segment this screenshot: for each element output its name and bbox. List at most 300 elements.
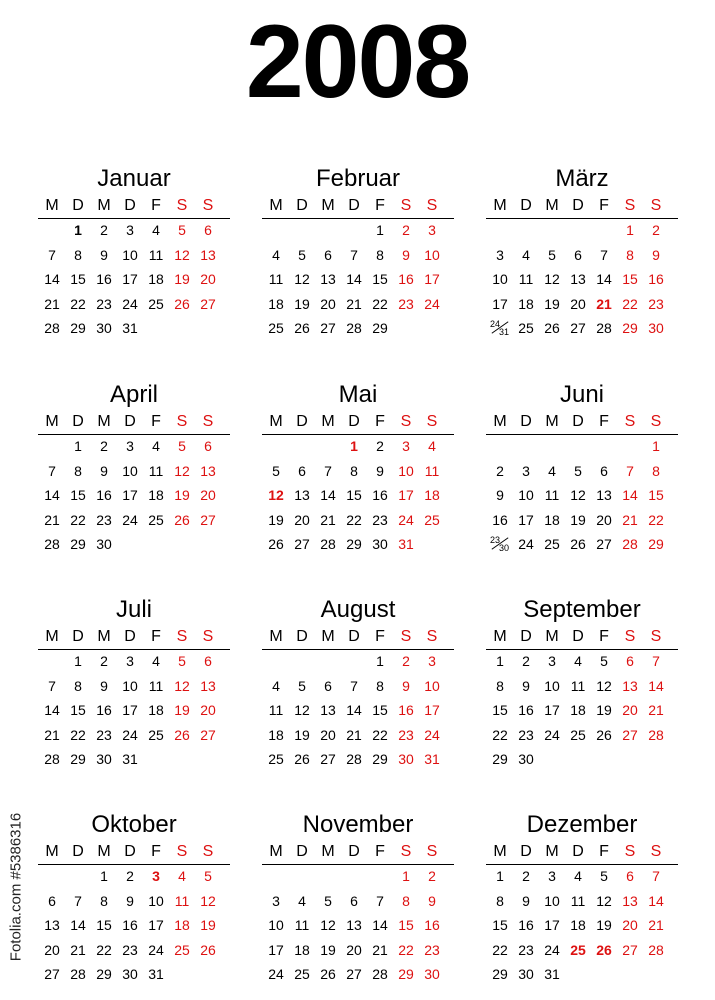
day-cell: 24 <box>268 966 284 982</box>
day-cell: 24 <box>424 295 440 312</box>
day-cell: 5 <box>178 438 186 454</box>
weekday-label: F <box>151 197 161 214</box>
day-cell: 19 <box>174 271 190 287</box>
weekday-header <box>38 625 230 650</box>
day-cell: 16 <box>424 917 440 933</box>
day-cell: 5 <box>272 462 280 479</box>
day-cell: 8 <box>376 677 384 694</box>
day-cell: 12 <box>320 917 336 933</box>
day-cell: 1 <box>100 868 108 884</box>
day-cell: 2 <box>428 868 436 884</box>
day-cell: 16 <box>96 702 112 718</box>
month-november <box>262 810 454 1000</box>
day-cell: 27 <box>200 726 216 743</box>
day-cell: 3 <box>522 462 530 479</box>
day-cell: 29 <box>70 751 86 767</box>
day-cell: 6 <box>600 462 608 479</box>
day-cell: 20 <box>200 487 216 503</box>
day-cell: 30 <box>518 751 534 767</box>
day-cell: 23 <box>96 511 112 528</box>
year-title: 2008 <box>245 4 470 120</box>
day-cell: 25 <box>544 536 560 552</box>
day-cell: 23 <box>122 941 138 958</box>
day-cell: 29 <box>648 536 664 552</box>
day-cell: 17 <box>424 702 440 718</box>
day-cell: 9 <box>522 677 530 694</box>
month-juli <box>38 595 230 785</box>
day-cell: 26 <box>200 941 216 958</box>
day-cell: 9 <box>652 246 660 263</box>
day-cell: 3 <box>126 222 134 238</box>
weekday-header <box>486 410 678 435</box>
day-cell: 30 <box>96 751 112 767</box>
day-cell: 16 <box>648 271 664 287</box>
weekday-label: D <box>72 197 84 214</box>
day-cell: 14 <box>44 702 60 718</box>
weekday-label: S <box>202 628 214 645</box>
weekday-label: D <box>124 197 136 214</box>
day-cell: 18 <box>294 941 310 958</box>
day-cell: 4 <box>522 246 530 263</box>
day-cell: 13 <box>596 487 612 503</box>
day-cell: 2 <box>100 653 108 669</box>
weekday-label: S <box>400 197 412 214</box>
day-cell: 15 <box>622 271 638 287</box>
day-cell: 9 <box>402 246 410 263</box>
weekday-label: F <box>151 628 161 645</box>
day-cell: 27 <box>320 751 336 767</box>
day-cell: 28 <box>320 536 336 552</box>
day-cell: 22 <box>622 295 638 312</box>
day-cell: 8 <box>652 462 660 479</box>
day-cell: 8 <box>100 892 108 909</box>
day-cell: 16 <box>398 702 414 718</box>
day-cell: 12 <box>294 271 310 287</box>
day-cell: 29 <box>492 751 508 767</box>
day-cell: 11 <box>268 702 284 718</box>
day-cell: 7 <box>324 462 332 479</box>
day-cell: 24 <box>122 295 138 312</box>
day-cell: 5 <box>600 868 608 884</box>
day-cell: 10 <box>492 271 508 287</box>
day-cell: 13 <box>200 677 216 694</box>
day-cell: 21 <box>346 295 362 312</box>
day-cell: 21 <box>346 726 362 743</box>
weekday-label: M <box>269 628 283 645</box>
weekday-label: S <box>176 197 188 214</box>
month-name: Juni <box>559 381 605 408</box>
weekday-label: D <box>520 197 532 214</box>
day-cell: 25 <box>570 726 586 743</box>
weekday-label: M <box>97 843 111 860</box>
month-name: April <box>109 381 158 408</box>
day-cell: 15 <box>492 702 508 718</box>
day-cell: 20 <box>200 702 216 718</box>
day-cell: 5 <box>204 868 212 884</box>
day-cell: 8 <box>496 677 504 694</box>
day-cell: 16 <box>96 487 112 503</box>
day-cell: 9 <box>126 892 134 909</box>
day-cell: 6 <box>574 246 582 263</box>
day-cell: 21 <box>372 941 388 958</box>
day-cell: 23 <box>398 726 414 743</box>
day-cell: 3 <box>428 222 436 238</box>
day-cell: 11 <box>148 246 164 263</box>
day-cell: 4 <box>548 462 556 479</box>
day-cell: 31 <box>544 966 560 982</box>
day-cell: 31 <box>148 966 164 982</box>
day-cell: 12 <box>174 677 190 694</box>
day-cell: 26 <box>174 295 190 312</box>
day-cell: 8 <box>496 892 504 909</box>
weekday-label: S <box>400 413 412 430</box>
day-cell: 26 <box>294 751 310 767</box>
weekday-label: S <box>624 197 636 214</box>
month-name: Dezember <box>526 811 638 838</box>
weekday-label: F <box>375 843 385 860</box>
day-cell: 28 <box>44 536 60 552</box>
day-cell: 14 <box>346 702 362 718</box>
day-cell: 18 <box>424 487 440 503</box>
day-cell: 28 <box>648 941 664 958</box>
day-cell: 20 <box>622 917 638 933</box>
weekday-label: S <box>650 197 662 214</box>
month-oktober <box>38 810 230 1000</box>
day-cell: 25 <box>268 751 284 767</box>
day-cell: 10 <box>148 892 164 909</box>
day-cell: 17 <box>122 702 138 718</box>
day-cell: 25 <box>570 941 586 958</box>
day-cell: 2 <box>522 868 530 884</box>
weekday-label: M <box>545 197 559 214</box>
day-cell: 6 <box>204 222 212 238</box>
day-cell: 22 <box>372 295 388 312</box>
day-cell: 8 <box>74 462 82 479</box>
day-cell: 25 <box>294 966 310 982</box>
weekday-label: M <box>45 197 59 214</box>
weekday-label: M <box>321 413 335 430</box>
day-cell: 27 <box>622 941 638 958</box>
day-cell: 18 <box>268 295 284 312</box>
day-cell: 24 <box>544 941 560 958</box>
day-cell: 20 <box>44 941 60 958</box>
day-cell: 2 <box>652 222 660 238</box>
month-juni <box>486 380 678 570</box>
weekday-label: M <box>269 413 283 430</box>
day-cell: 2 <box>376 438 384 454</box>
day-cell: 8 <box>74 677 82 694</box>
weekday-header <box>486 625 678 650</box>
weekday-label: D <box>124 843 136 860</box>
day-cell: 5 <box>298 677 306 694</box>
month-februar <box>262 164 454 354</box>
weekday-label: M <box>97 628 111 645</box>
day-cell: 27 <box>294 536 310 552</box>
day-cell: 30 <box>122 966 138 982</box>
day-cell: 15 <box>492 917 508 933</box>
day-cell: 19 <box>174 487 190 503</box>
month-mai <box>262 380 454 570</box>
day-cell: 12 <box>174 246 190 263</box>
weekday-label: D <box>348 413 360 430</box>
day-cell: 4 <box>152 222 160 238</box>
day-cell: 22 <box>492 941 508 958</box>
day-cell: 11 <box>148 462 164 479</box>
day-cell: 24 <box>122 726 138 743</box>
day-cell-combined <box>487 535 513 553</box>
weekday-header <box>38 194 230 219</box>
day-cell: 22 <box>372 726 388 743</box>
day-cell: 3 <box>272 892 280 909</box>
day-cell: 26 <box>294 320 310 336</box>
day-cell: 4 <box>152 438 160 454</box>
day-cell: 30 <box>648 320 664 336</box>
day-cell: 31 <box>122 320 138 336</box>
weekday-label: D <box>72 628 84 645</box>
weekday-label: S <box>426 197 438 214</box>
weekday-label: F <box>599 843 609 860</box>
day-cell: 29 <box>398 966 414 982</box>
day-cell: 14 <box>346 271 362 287</box>
day-cell: 13 <box>44 917 60 933</box>
weekday-label: F <box>599 197 609 214</box>
day-cell: 28 <box>596 320 612 336</box>
day-cell: 10 <box>122 462 138 479</box>
day-cell: 30 <box>96 536 112 552</box>
day-cell: 28 <box>622 536 638 552</box>
day-cell: 1 <box>350 438 358 454</box>
day-cell: 25 <box>148 511 164 528</box>
day-number: 23 <box>490 535 501 545</box>
weekday-label: S <box>400 843 412 860</box>
day-cell: 4 <box>178 868 186 884</box>
day-cell: 21 <box>648 917 664 933</box>
day-cell: 17 <box>544 702 560 718</box>
day-cell: 11 <box>570 892 586 909</box>
day-cell: 23 <box>398 295 414 312</box>
day-cell: 1 <box>376 653 384 669</box>
weekday-label: S <box>426 843 438 860</box>
weekday-label: S <box>650 843 662 860</box>
day-cell: 17 <box>122 487 138 503</box>
weekday-header <box>262 840 454 865</box>
day-cell: 16 <box>372 487 388 503</box>
day-cell: 27 <box>200 511 216 528</box>
day-cell-combined <box>487 319 513 337</box>
weekday-label: D <box>348 197 360 214</box>
day-cell: 21 <box>44 295 60 312</box>
day-cell: 14 <box>372 917 388 933</box>
day-cell: 25 <box>518 320 534 336</box>
day-cell: 18 <box>148 702 164 718</box>
day-cell: 14 <box>70 917 86 933</box>
day-cell: 21 <box>320 511 336 528</box>
weekday-label: D <box>124 628 136 645</box>
day-cell: 29 <box>372 320 388 336</box>
weekday-label: M <box>545 628 559 645</box>
weekday-header <box>486 840 678 865</box>
day-cell: 30 <box>398 751 414 767</box>
weekday-label: S <box>176 843 188 860</box>
day-cell: 28 <box>70 966 86 982</box>
weekday-label: F <box>599 413 609 430</box>
day-cell: 15 <box>398 917 414 933</box>
day-cell: 16 <box>492 511 508 528</box>
day-cell: 15 <box>372 702 388 718</box>
day-cell: 10 <box>122 677 138 694</box>
day-cell: 18 <box>570 917 586 933</box>
day-cell: 8 <box>376 246 384 263</box>
weekday-label: S <box>426 628 438 645</box>
weekday-label: D <box>520 413 532 430</box>
weekday-header <box>262 625 454 650</box>
day-cell: 28 <box>346 320 362 336</box>
weekday-label: F <box>375 628 385 645</box>
day-cell: 25 <box>424 511 440 528</box>
day-cell: 11 <box>544 487 560 503</box>
day-number: 31 <box>499 327 510 337</box>
day-cell: 15 <box>648 487 664 503</box>
day-cell: 6 <box>626 868 634 884</box>
day-cell: 9 <box>100 246 108 263</box>
day-cell: 25 <box>148 726 164 743</box>
weekday-label: M <box>493 843 507 860</box>
weekday-label: S <box>202 413 214 430</box>
day-cell: 26 <box>268 536 284 552</box>
day-cell: 5 <box>600 653 608 669</box>
day-cell: 16 <box>518 702 534 718</box>
day-cell: 18 <box>570 702 586 718</box>
day-cell: 5 <box>324 892 332 909</box>
day-cell: 4 <box>574 868 582 884</box>
day-cell: 13 <box>294 487 310 503</box>
day-cell: 20 <box>622 702 638 718</box>
stock-credit-text: Fotolia.com #5386316 <box>7 812 25 962</box>
day-cell: 13 <box>200 246 216 263</box>
day-cell: 21 <box>648 702 664 718</box>
day-cell: 6 <box>324 677 332 694</box>
day-cell: 1 <box>74 653 82 669</box>
day-cell: 6 <box>204 653 212 669</box>
month-name: November <box>302 811 414 838</box>
weekday-label: F <box>151 843 161 860</box>
day-cell: 3 <box>152 868 160 884</box>
day-cell: 19 <box>268 511 284 528</box>
day-cell: 5 <box>178 653 186 669</box>
day-cell: 10 <box>424 246 440 263</box>
day-cell: 22 <box>648 511 664 528</box>
day-cell: 27 <box>200 295 216 312</box>
day-cell: 19 <box>544 295 560 312</box>
day-cell: 5 <box>178 222 186 238</box>
day-cell: 24 <box>424 726 440 743</box>
day-cell: 11 <box>518 271 534 287</box>
weekday-label: D <box>296 628 308 645</box>
day-cell: 20 <box>320 295 336 312</box>
weekday-label: D <box>572 843 584 860</box>
day-cell: 17 <box>268 941 284 958</box>
day-cell: 24 <box>122 511 138 528</box>
weekday-label: D <box>348 843 360 860</box>
weekday-label: S <box>624 628 636 645</box>
day-cell: 6 <box>626 653 634 669</box>
day-cell: 16 <box>518 917 534 933</box>
day-cell: 31 <box>398 536 414 552</box>
day-cell: 7 <box>626 462 634 479</box>
day-cell: 23 <box>372 511 388 528</box>
weekday-label: S <box>202 197 214 214</box>
day-cell: 28 <box>648 726 664 743</box>
stock-credit <box>2 782 30 992</box>
day-cell: 24 <box>148 941 164 958</box>
day-cell: 18 <box>518 295 534 312</box>
weekday-header <box>38 410 230 435</box>
day-cell: 23 <box>96 726 112 743</box>
day-cell: 11 <box>570 677 586 694</box>
month-april <box>38 380 230 570</box>
day-cell: 1 <box>626 222 634 238</box>
day-cell: 11 <box>174 892 190 909</box>
day-cell: 7 <box>600 246 608 263</box>
day-cell: 29 <box>70 320 86 336</box>
weekday-label: M <box>493 197 507 214</box>
day-cell: 19 <box>596 917 612 933</box>
day-cell: 9 <box>100 462 108 479</box>
day-cell: 7 <box>652 653 660 669</box>
weekday-label: S <box>624 843 636 860</box>
day-cell: 21 <box>44 726 60 743</box>
day-cell: 9 <box>428 892 436 909</box>
month-dezember <box>486 810 678 1000</box>
day-cell: 26 <box>320 966 336 982</box>
day-cell: 3 <box>126 653 134 669</box>
day-cell: 29 <box>372 751 388 767</box>
day-cell: 9 <box>496 487 504 503</box>
day-cell: 23 <box>518 941 534 958</box>
day-cell: 30 <box>372 536 388 552</box>
day-cell: 20 <box>596 511 612 528</box>
weekday-label: D <box>72 843 84 860</box>
day-cell: 13 <box>622 892 638 909</box>
weekday-label: F <box>151 413 161 430</box>
weekday-label: M <box>97 413 111 430</box>
day-cell: 1 <box>402 868 410 884</box>
day-cell: 25 <box>148 295 164 312</box>
month-name: Februar <box>315 165 401 192</box>
weekday-label: M <box>545 413 559 430</box>
day-cell: 28 <box>44 320 60 336</box>
day-cell: 19 <box>570 511 586 528</box>
day-cell: 5 <box>548 246 556 263</box>
day-cell: 18 <box>268 726 284 743</box>
day-cell: 31 <box>424 751 440 767</box>
day-cell: 14 <box>44 487 60 503</box>
month-name: Mai <box>338 381 378 408</box>
day-cell: 21 <box>70 941 86 958</box>
day-number: 30 <box>499 543 510 553</box>
day-cell: 7 <box>652 868 660 884</box>
day-cell: 3 <box>126 438 134 454</box>
day-cell: 5 <box>574 462 582 479</box>
day-cell: 4 <box>298 892 306 909</box>
day-cell: 9 <box>522 892 530 909</box>
day-cell: 15 <box>70 702 86 718</box>
day-cell: 22 <box>70 726 86 743</box>
day-cell: 3 <box>548 868 556 884</box>
day-cell: 18 <box>544 511 560 528</box>
day-cell: 17 <box>492 295 508 312</box>
day-cell: 16 <box>122 917 138 933</box>
